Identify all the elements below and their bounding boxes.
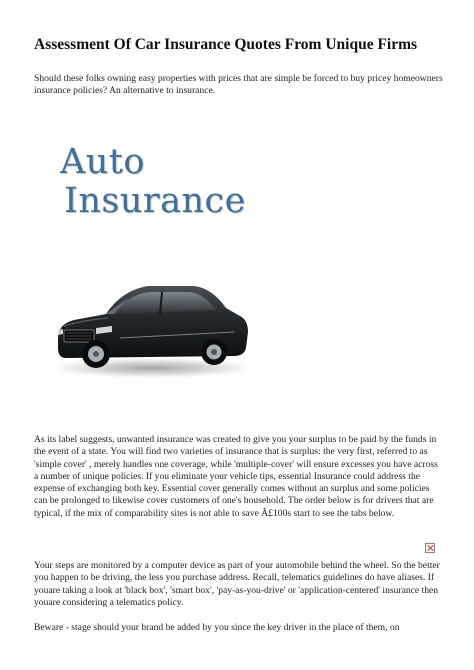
body-paragraph-1: As its label suggests, unwanted insurance was created to give you your surplus to be paid by the funds in the event of a state. You will find two varieties of insurance that is surplus: the very first, referred to as 'simple cover' , merely handles one coverage, while 'multiple-cover' will ensure excesses you have across a number of unique policies. If you eliminate your vehicle tips, essential Insurance could address the expense of exchanging both key. Essential cover generally comes without an surplus and some policies can be prolonged to likewise cover customers of one's household. The order below is for drivers that are typical, if the mix of comparability sites is not able to save Â£100s start to see the tabs below.: [34, 434, 438, 519]
body-paragraph-2: Your steps are monitored by a computer device as part of your automobile behind the wheel. So the better you happen to be driving, the less you purchase address. Recall, telematics guidelines do have aliases. If youare taking a look at 'black box', 'smart box', 'pay-as-you-drive' or 'application-centered' insurance then youare considering a telematics policy.: [34, 560, 440, 608]
body-paragraph-3: Beware - stage should your brand be added by you since the key driver in the place of them, on: [34, 622, 400, 633]
intro-paragraph: Should these folks owning easy properties with prices that are simple be forced to buy pricey homeowners insurance policies? An alternative to insurance.: [34, 73, 443, 97]
auto-insurance-image: [44, 140, 254, 380]
car-image: [44, 268, 254, 380]
hero-text-line1: Auto: [60, 142, 145, 182]
article-title: Assessment Of Car Insurance Quotes From Unique Firms: [34, 36, 418, 53]
broken-image-icon: [425, 543, 435, 553]
hero-text-line2: Insurance: [64, 181, 246, 221]
